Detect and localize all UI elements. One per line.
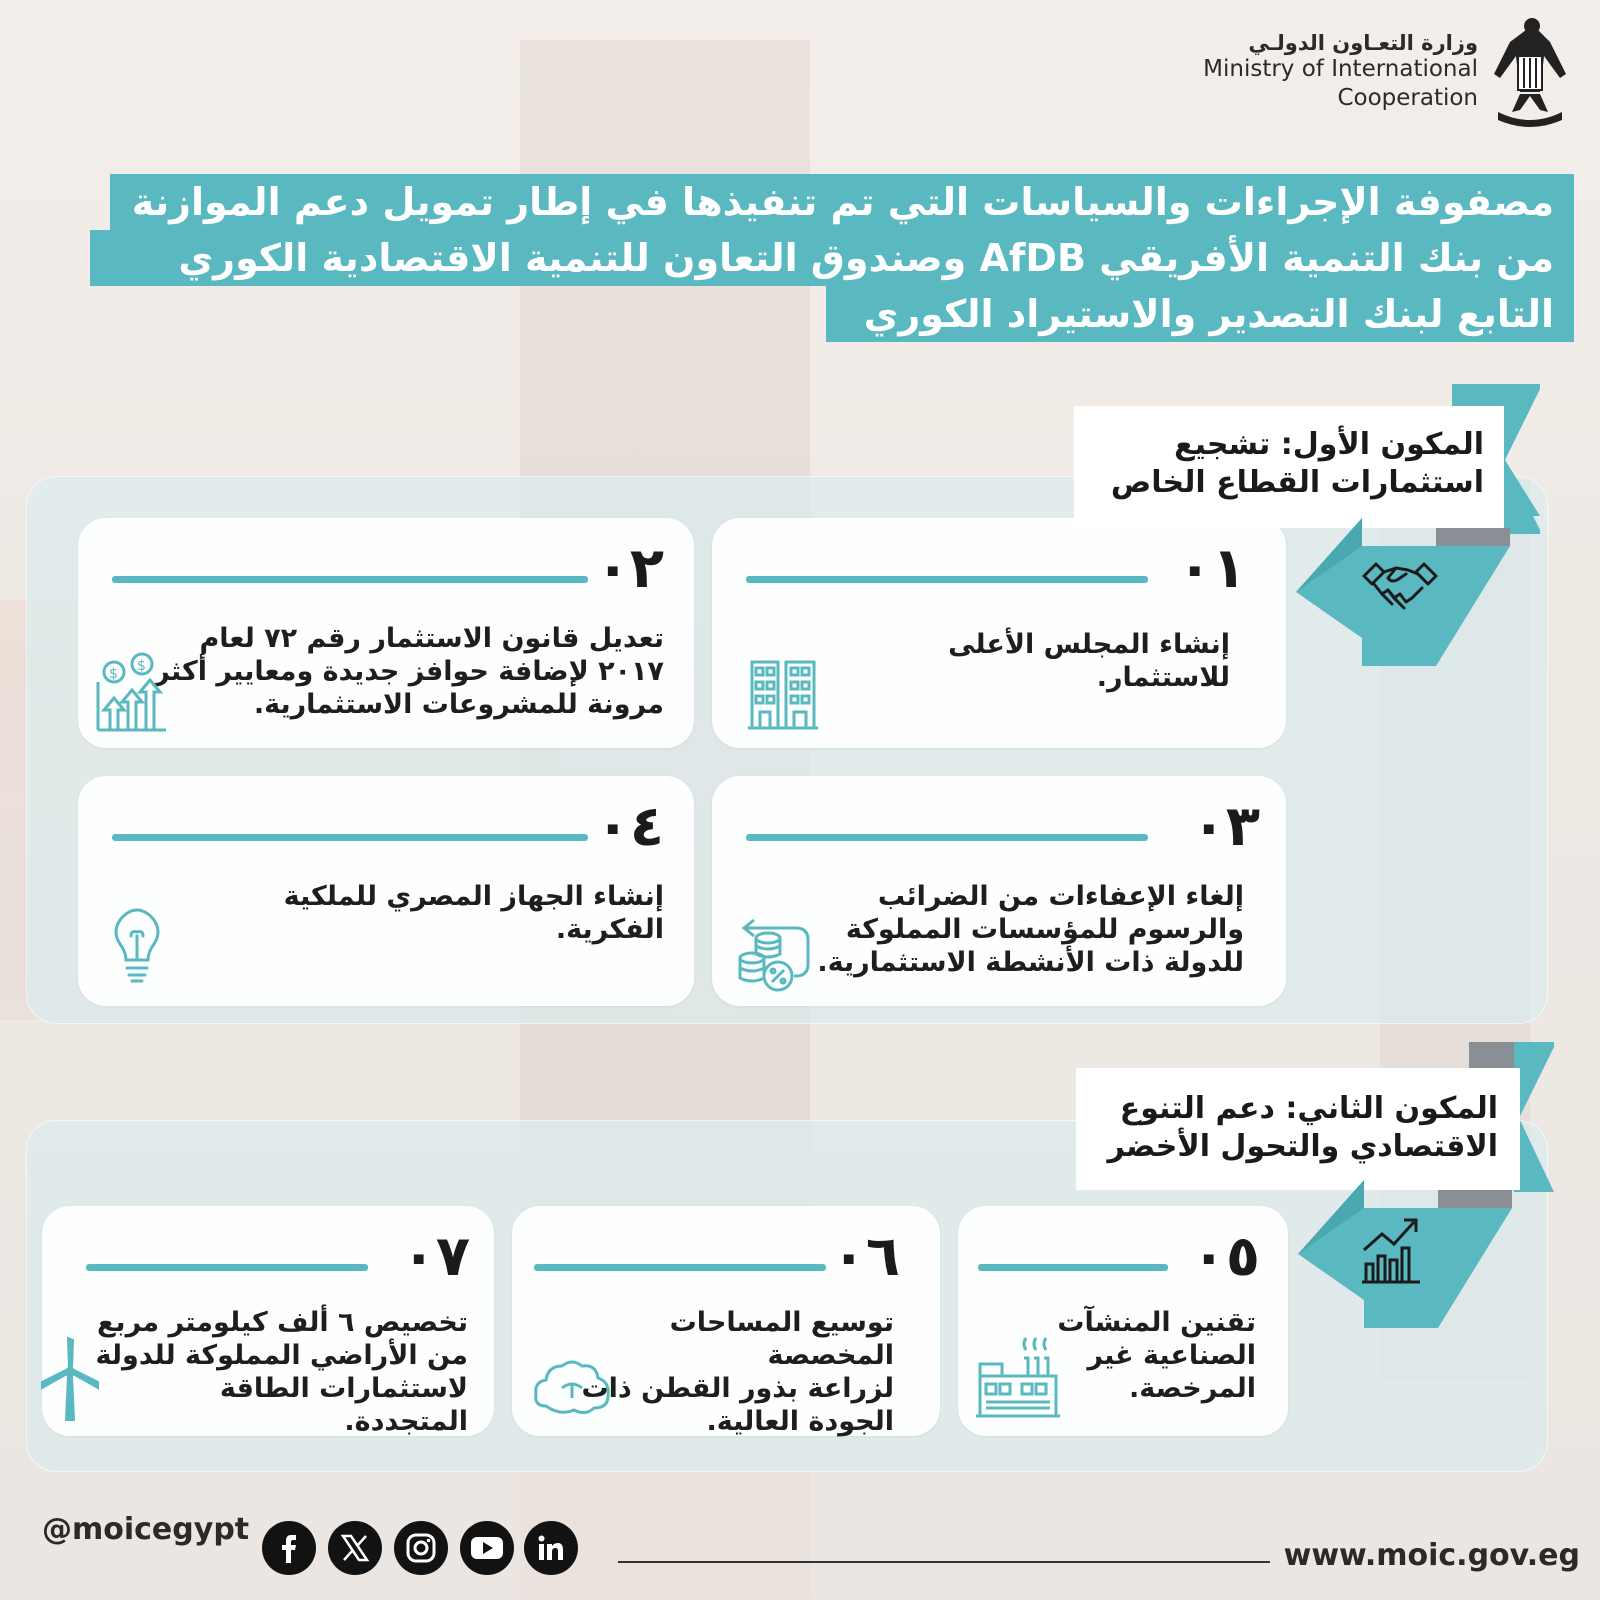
item-rule-6 [534, 1264, 826, 1271]
item-card-7 [42, 1206, 494, 1436]
item-card-5 [958, 1206, 1288, 1436]
item-text-7 [88, 1306, 468, 1438]
item-text-3-line-2: والرسوم للمؤسسات المملوكة [845, 914, 1244, 945]
item-number-4: ٠٤ [595, 794, 664, 859]
item-text-7-line-2: من الأراضي المملوكة للدولة [95, 1340, 468, 1371]
section1-heading-line1: المكون الأول: تشجيع [1174, 427, 1484, 462]
item-text-1 [810, 628, 1230, 694]
footer-divider [618, 1561, 1270, 1563]
linkedin-icon[interactable] [524, 1521, 578, 1575]
section2-heading [1076, 1068, 1520, 1190]
social-handle[interactable]: @moicegypt [42, 1512, 250, 1547]
coins-percent-icon [736, 914, 814, 994]
factory-icon [976, 1336, 1060, 1420]
growth-chart-icon [1362, 1212, 1422, 1284]
item-text-1-line-1: إنشاء المجلس الأعلى [948, 629, 1230, 660]
ministry-logo [1203, 12, 1570, 132]
item-card-2 [78, 518, 694, 748]
item-number-1: ٠١ [1177, 536, 1246, 601]
youtube-icon[interactable] [460, 1521, 514, 1575]
item-text-2 [144, 622, 664, 721]
facebook-icon[interactable] [262, 1521, 316, 1575]
section1-heading-line2: استثمارات القطاع الخاص [1110, 465, 1484, 500]
item-rule-5 [978, 1264, 1168, 1271]
item-number-7: ٠٧ [401, 1224, 470, 1289]
website-link[interactable]: www.moic.gov.eg [1283, 1538, 1580, 1573]
item-text-5-line-1: تقنين المنشآت [1057, 1307, 1256, 1338]
item-text-5-line-2: الصناعية غير [1087, 1340, 1256, 1371]
cotton-icon [532, 1356, 612, 1418]
item-card-4 [78, 776, 694, 1006]
item-rule-7 [86, 1264, 368, 1271]
item-number-2: ٠٢ [595, 536, 664, 601]
item-text-4-line-1: إنشاء الجهاز المصري للملكية [283, 881, 664, 912]
item-text-2-line-3: مرونة للمشروعات الاستثمارية. [253, 689, 664, 720]
handshake-icon [1362, 556, 1438, 622]
item-rule-2 [112, 576, 588, 583]
money-growth-icon [94, 652, 170, 732]
item-card-3 [712, 776, 1286, 1006]
item-text-2-line-2: ٢٠١٧ لإضافة حوافز جديدة ومعايير أكثر [154, 656, 664, 687]
wind-turbine-icon [40, 1336, 100, 1422]
item-text-6-line-3: الجودة العالية. [706, 1406, 894, 1437]
item-text-5-line-3: المرخصة. [1129, 1373, 1256, 1404]
page-title [74, 174, 1574, 342]
item-rule-1 [746, 576, 1148, 583]
item-text-3-line-1: إلغاء الإعفاءات من الضرائب [877, 881, 1244, 912]
title-line-2: من بنك التنمية الأفريقي AfDB وصندوق التعاون للتنمية الاقتصادية الكوري [90, 230, 1574, 286]
item-text-6-line-2: لزراعة بذور القطن ذات [581, 1373, 894, 1404]
item-text-4-line-2: الفكرية. [555, 914, 664, 945]
item-number-6: ٠٦ [831, 1224, 900, 1289]
item-text-2-line-1: تعديل قانون الاستثمار رقم ٧٢ لعام [199, 623, 664, 654]
item-text-7-line-3: لاستثمارات الطاقة المتجددة. [219, 1373, 468, 1437]
title-line-1: مصفوفة الإجراءات والسياسات التي تم تنفيذها في إطار تمويل دعم الموازنة [110, 174, 1574, 230]
instagram-icon[interactable] [394, 1521, 448, 1575]
ministry-name-en-1: Ministry of International [1203, 56, 1478, 82]
item-number-5: ٠٥ [1191, 1224, 1260, 1289]
x-icon[interactable] [328, 1521, 382, 1575]
egypt-eagle-emblem-icon [1490, 12, 1570, 132]
svg-text:$: $ [137, 658, 146, 674]
ministry-name-ar: وزارة التعـاون الدولـي [1248, 31, 1478, 55]
item-card-6 [512, 1206, 940, 1436]
ministry-name-en-2: Cooperation [1337, 85, 1478, 111]
item-number-3: ٠٣ [1191, 794, 1260, 859]
item-text-4 [144, 880, 664, 946]
item-text-1-line-2: للاستثمار. [1096, 662, 1230, 693]
item-text-3 [764, 880, 1244, 979]
svg-text:$: $ [109, 666, 118, 682]
item-text-6-line-1: توسيع المساحات المخصصة [669, 1307, 894, 1371]
title-line-3: التابع لبنك التصدير والاستيراد الكوري [826, 286, 1574, 342]
section1-heading [1074, 406, 1504, 528]
building-icon [746, 658, 820, 732]
item-rule-4 [112, 834, 588, 841]
section2-heading-line1: المكون الثاني: دعم التنوع [1119, 1091, 1498, 1126]
item-rule-3 [746, 834, 1148, 841]
ministry-name [1203, 31, 1478, 113]
section2-heading-line2: الاقتصادي والتحول الأخضر [1107, 1129, 1498, 1164]
item-text-7-line-1: تخصيص ٦ ألف كيلومتر مربع [96, 1307, 468, 1338]
item-text-3-line-3: للدولة ذات الأنشطة الاستثمارية. [817, 947, 1244, 978]
item-card-1 [712, 518, 1286, 748]
lightbulb-icon [110, 908, 164, 984]
